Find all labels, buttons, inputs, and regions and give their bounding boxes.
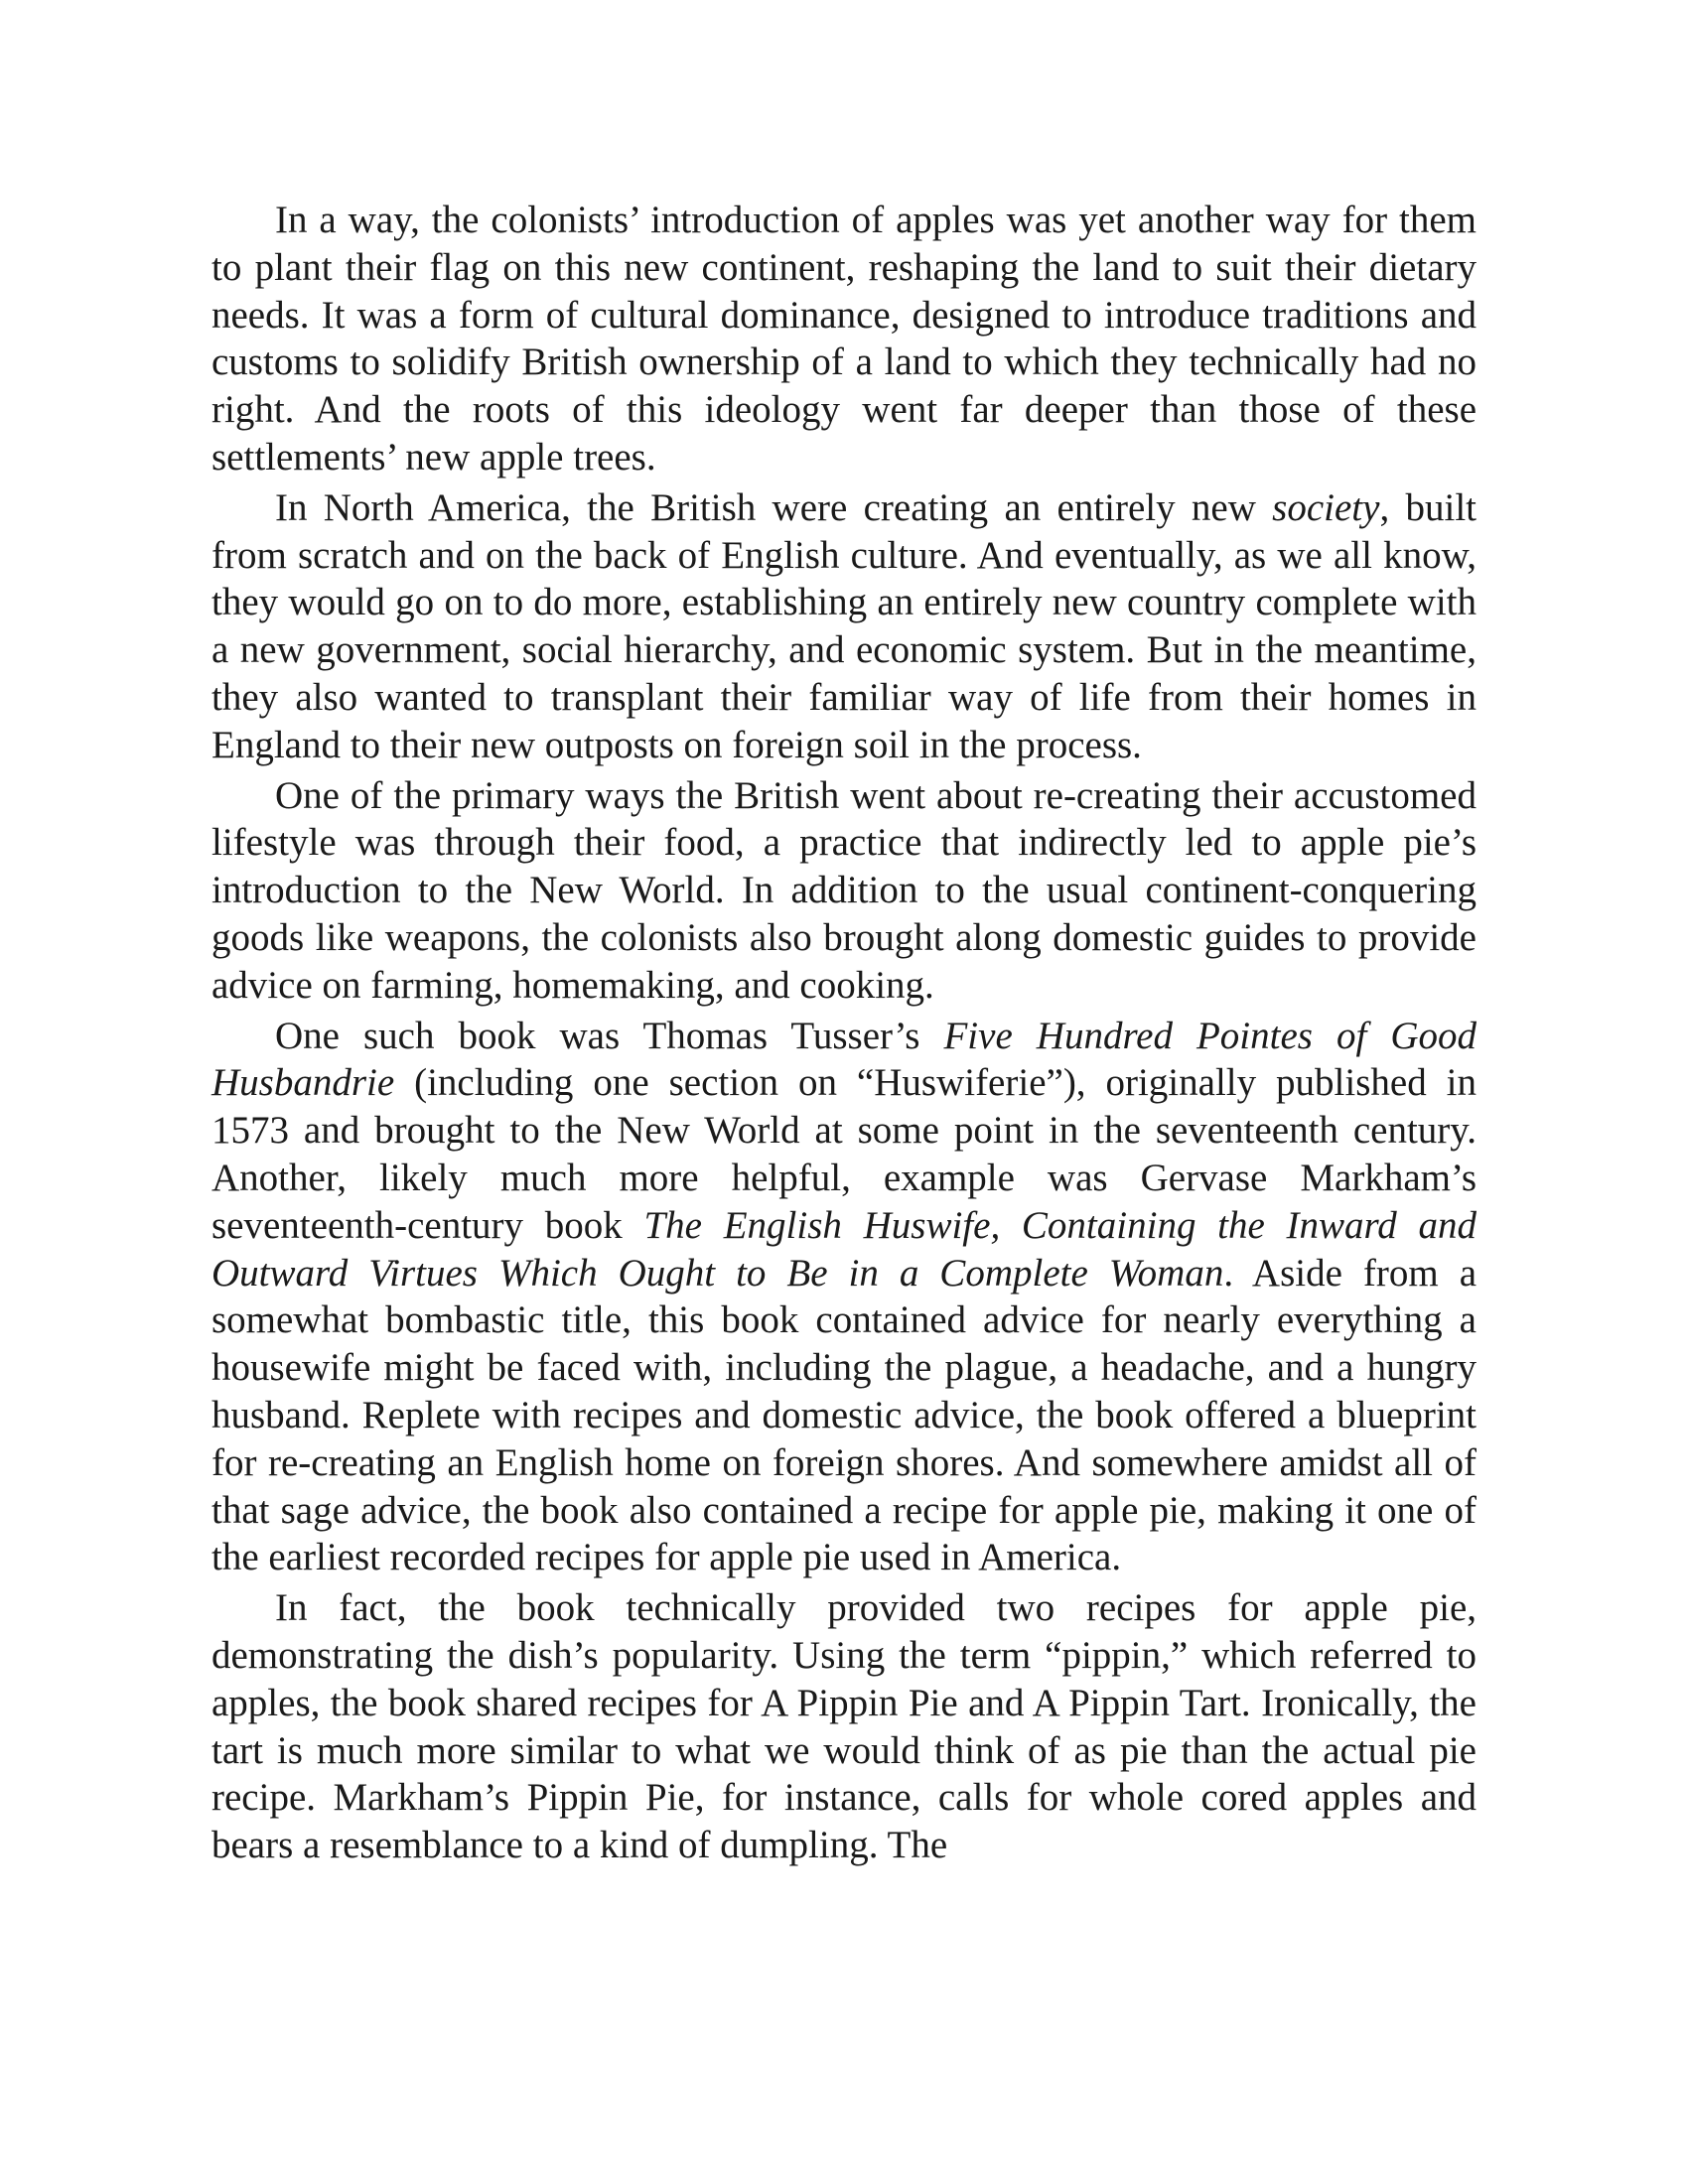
paragraph-5: [211, 1584, 1477, 1869]
paragraph-4-italic-book-title-1: Five Hundred Pointes of Good Husbandrie: [211, 1014, 1477, 1105]
paragraph-4-text-c: . Aside from a somewhat bombastic title, this book contained advice for nearly everything a housewife might be faced with, including the plague, a headache, and a hungry husband. Replete with recipes and domestic advice, the book offered a blueprint for re-creating an English home on foreign shores. And somewhere amidst all of that sage advice, the book also contained a recipe for apple pie, making it one of the earliest recorded recipes for apple pie used in America.: [211, 1251, 1477, 1579]
body-text: [211, 197, 1477, 1872]
paragraph-4-text-a: One such book was Thomas Tusser’s: [275, 1014, 944, 1057]
paragraph-5-text: In fact, the book technically provided two recipes for apple pie, demonstrating the dish’s popularity. Using the term “pippin,” which referred to apples, the book shared recipes for A Pippin Pie and A Pippin Tart. Ironically, the tart is much more similar to what we would think of as pie than the actual pie recipe. Markham’s Pippin Pie, for instance, calls for whole cored apples and bears a resemblance to a kind of dumpling. The: [211, 1586, 1477, 1867]
paragraph-4-italic-book-title-2: The English Huswife, Containing the Inward and Outward Virtues Which Ought to Be in a Complete Woman: [211, 1203, 1477, 1295]
paragraph-2-text-a: In North America, the British were creating an entirely new: [275, 485, 1273, 529]
paragraph-1: [211, 197, 1477, 481]
paragraph-2-text-b: , built from scratch and on the back of English culture. And eventually, as we all know, they would go on to do more, establishing an entirely new country complete with a new government, social hierarchy, and economic system. But in the meantime, they also wanted to transplant their familiar way of life from their homes in England to their new outposts on foreign soil in the process.: [211, 485, 1477, 766]
paragraph-4: [211, 1013, 1477, 1582]
paragraph-1-text: In a way, the colonists’ introduction of apples was yet another way for them to plant their flag on this new continent, reshaping the land to suit their dietary needs. It was a form of cultural dominance, designed to introduce traditions and customs to solidify British ownership of a land to which they technically had no right. And the roots of this ideology went far deeper than those of these settlements’ new apple trees.: [211, 199, 1477, 478]
paragraph-3: [211, 772, 1477, 1010]
paragraph-2: [211, 484, 1477, 769]
paragraph-2-italic-society: society: [1272, 485, 1380, 529]
paragraph-4-text-b: (including one section on “Huswiferie”), originally published in 1573 and brought to the New World at some point in the seventeenth century. Another, likely much more helpful, example was Gervase Markham’s seventeenth-century book: [211, 1061, 1477, 1247]
paragraph-3-text: One of the primary ways the British went about re-creating their accustomed lifestyle was through their food, a practice that indirectly led to apple pie’s introduction to the New World. In addition to the usual continent-conquering goods like weapons, the colonists also brought along domestic guides to provide advice on farming, homemaking, and cooking.: [211, 773, 1477, 1007]
